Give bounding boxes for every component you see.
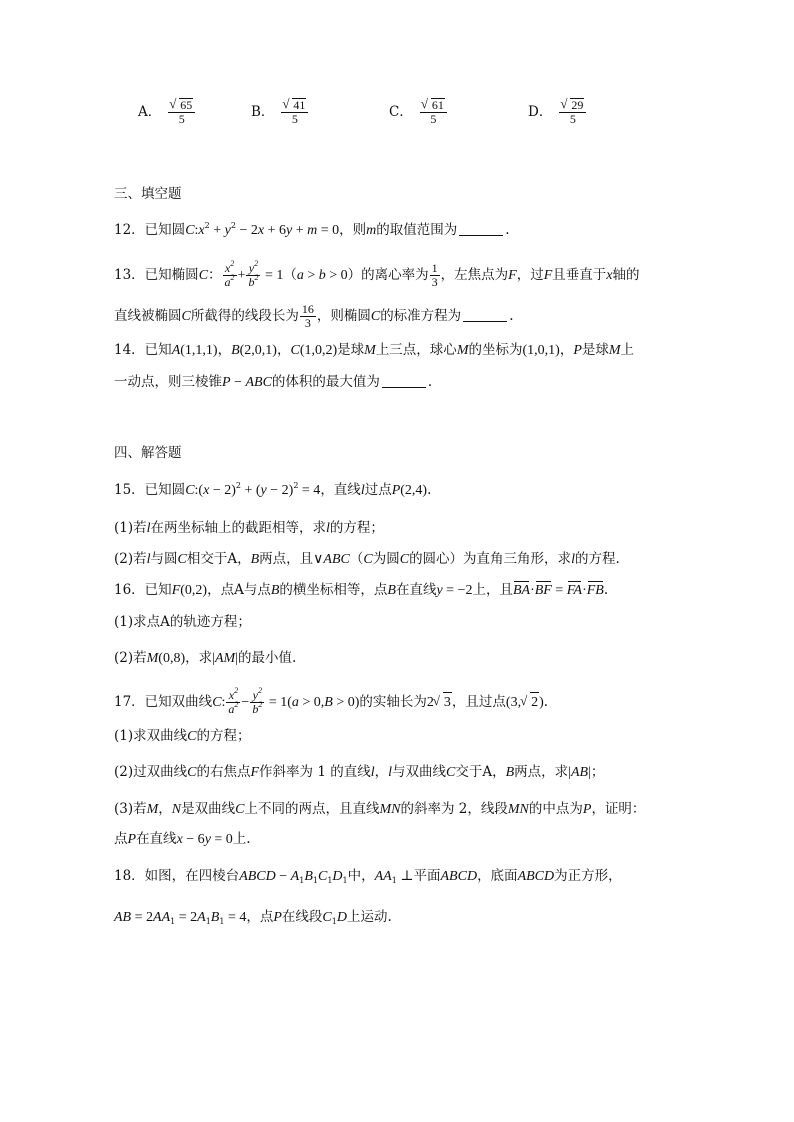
question-14-line-1: 14．已知A(1,1,1)，B(2,0,1)，C(1,0,2)是球M上三点，球心M的坐标为(1,0,1)，P是球M上 [114,342,635,358]
question-18-line-2: AB = $2AA_1 = 2A_1B_1 = 4$，点P在线段$C_1D$上运动. [114,909,392,926]
question-17-part-2: (2)过双曲线C的右焦点F作斜率为 1 的直线l，l与双曲线C交于A，B两点，求|AB|； [114,764,605,780]
option-fraction: √ $\frac{29}{5}$ [559,98,586,126]
question-12: 12．已知圆$C:x^2 + y^2 - 2x + 6y + m = 0$，则m的取值范围为 . [114,221,510,238]
question-17: 17．已知双曲线C: $\frac{x^2}{a^2}$ − $\frac{y^2}{b^2}$ = 1(a > 0,B > 0)的实轴长为2√ 3，且过点(3,√ 2). [114,689,548,716]
question-17-part-1: (1)求双曲线C的方程； [114,728,251,744]
option-a[interactable] [138,98,196,126]
option-label: A． [138,104,162,120]
question-18-line-1: 18．如图，在四棱台ABCD − $A_1B_1C_1D_1$中，$AA_1$ ⊥平面ABCD，底面ABCD为正方形， [114,868,622,885]
section-heading-fill-blank: 三、填空题 [114,186,182,202]
option-label: D． [528,104,553,120]
question-14-line-2: 一动点，则三棱锥P − ABC的体积的最大值为 . [114,374,433,390]
question-15-part-2: (2)若l与圆C相交于A，B两点，且∨ABC（C为圆C的圆心）为直角三角形，求l的方程. [114,551,620,567]
question-16-part-1: (1)求点A的轨迹方程； [114,614,251,630]
question-16: 16．已知F(0,2)，点A与点B的横坐标相等，点B在直线y = −2上，且BA·BF = FA·FB. [114,580,608,601]
option-c[interactable] [389,98,448,126]
question-13-line-2: 直线被椭圆C所截得的线段长为 $\frac{16}{3}$ ，则椭圆C的标准方程为 . [114,302,514,330]
question-16-part-2: (2)若M(0,8)，求|AM|的最小值. [114,650,297,666]
answer-blank[interactable] [382,375,426,388]
option-fraction: √ $\frac{41}{5}$ [281,98,308,126]
question-17-part-3-line-2: 点P在直线x − 6y = 0上. [114,831,251,847]
option-label: C． [389,104,413,120]
answer-blank[interactable] [459,223,503,236]
option-label: B． [251,104,275,120]
question-13-line-1: 13．已知椭圆C： $\frac{x^2}{a^2}$ + $\frac{y^2}{b^2}$ = 1（a > b > 0）的离心率为 $\frac{1}{3}$ ，左焦点为F，过F且垂直于x轴的 [114,259,640,289]
option-b[interactable] [251,98,309,126]
question-17-part-3-line-1: (3)若M，N是双曲线C上不同的两点，且直线MN的斜率为 2，线段MN的中点为P，证明： [114,801,646,817]
question-15-part-1: (1)若l在两坐标轴上的截距相等，求l的方程； [114,520,384,536]
answer-blank[interactable] [463,309,507,322]
question-15: 15．已知圆C:(x − $2)^2 + (y - 2)^2 = 4$，直线l过点P(2,4). [114,481,432,498]
option-fraction: √ $\frac{65}{5}$ [168,98,195,126]
section-heading-solutions: 四、解答题 [114,445,182,461]
option-d[interactable] [528,98,587,126]
option-fraction: √ $\frac{61}{5}$ [420,98,447,126]
